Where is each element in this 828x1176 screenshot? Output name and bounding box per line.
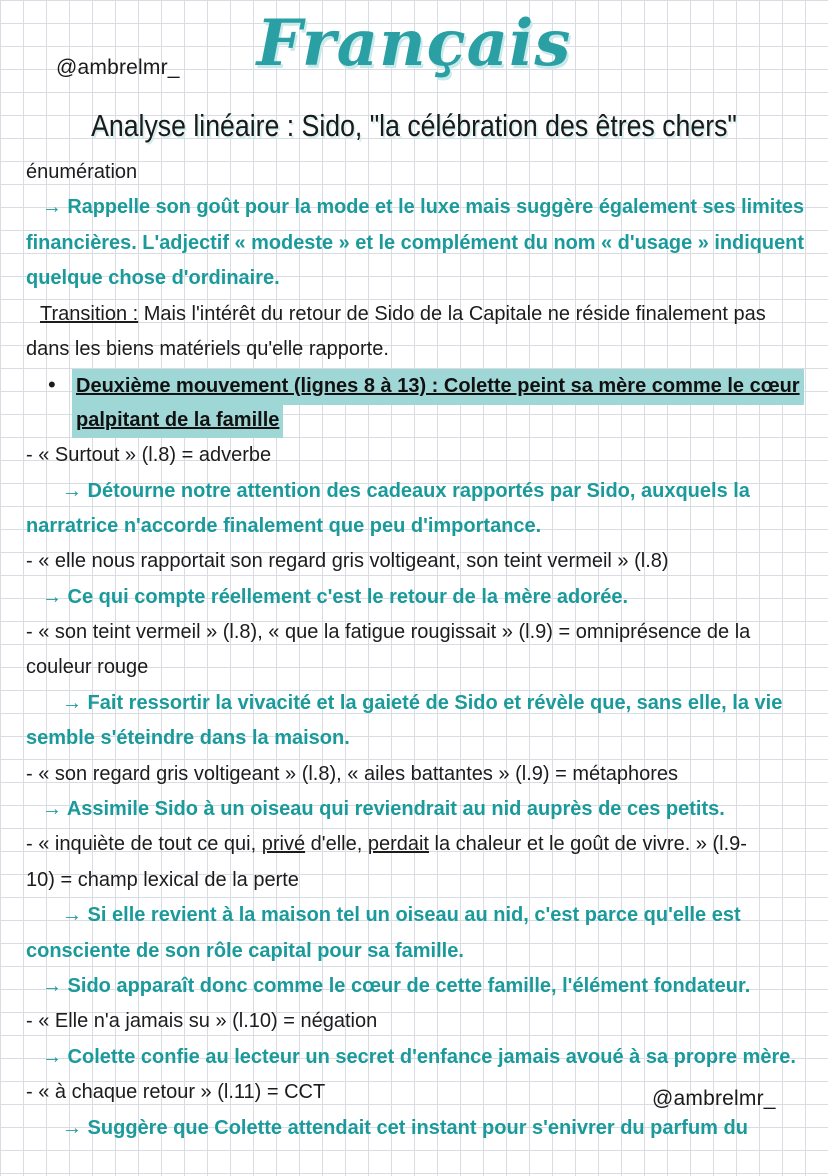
- note-line: - « à chaque retour » (l.11) = CCT: [26, 1081, 326, 1104]
- transition-label: Transition :: [40, 302, 139, 325]
- underlined-word: privé: [261, 833, 306, 856]
- note-line-arrow: → Sido apparaît donc comme le cœur de cette famille, l'élément fondateur.: [42, 974, 751, 997]
- page-subtitle: Analyse linéaire : Sido, "la célébration des êtres chers": [91, 108, 737, 143]
- underlined-word: perdait: [367, 833, 429, 856]
- note-line-arrow: → Suggère que Colette attendait cet instant pour s'enivrer du parfum du: [62, 1116, 748, 1139]
- note-line-arrow: → Ce qui compte réellement c'est le retour de la mère adorée.: [42, 585, 629, 608]
- note-line-underlined: - « inquiète de tout ce qui, privé d'elle, perdait la chaleur et le goût de vivre. » (l.9-: [26, 827, 804, 862]
- note-line: couleur rouge: [26, 656, 149, 679]
- note-line-arrow: → Fait ressortir la vivacité et la gaieté de Sido et révèle que, sans elle, la vie: [62, 691, 783, 714]
- note-line: - « Surtout » (l.8) = adverbe: [26, 444, 272, 467]
- author-handle-top: @ambrelmr_: [56, 56, 180, 79]
- note-line: narratrice n'accorde finalement que peu d'importance.: [26, 514, 542, 537]
- note-line-arrow: → Assimile Sido à un oiseau qui reviendrait au nid auprès de ces petits.: [42, 798, 725, 821]
- note-line: semble s'éteindre dans la maison.: [26, 727, 350, 750]
- note-line-arrow: → Colette confie au lecteur un secret d'enfance jamais avoué à sa propre mère.: [42, 1045, 796, 1068]
- note-line: consciente de son rôle capital pour sa famille.: [26, 939, 464, 962]
- note-line: - « son regard gris voltigeant » (l.8), « ailes battantes » (l.9) = métaphores: [26, 762, 679, 785]
- note-line-arrow: → Détourne notre attention des cadeaux rapportés par Sido, auxquels la: [62, 479, 750, 502]
- note-line: quelque chose d'ordinaire.: [26, 267, 280, 290]
- note-line: dans les biens matériels qu'elle rapporte.: [26, 337, 389, 360]
- note-line: - « son teint vermeil » (l.8), « que la fatigue rougissait » (l.9) = omniprésence de la: [26, 621, 751, 644]
- note-line: financières. L'adjectif « modeste » et le complément du nom « d'usage » indiquent: [26, 231, 804, 254]
- section-heading-cont: palpitant de la famille: [26, 403, 804, 438]
- bullet-icon: •: [48, 372, 56, 398]
- note-line-arrow: → Si elle revient à la maison tel un oiseau au nid, c'est parce qu'elle est: [62, 904, 741, 927]
- note-line: énumération: [26, 161, 138, 183]
- transition-line: Transition : Mais l'intérêt du retour de Sido de la Capitale ne réside finalement pas: [26, 297, 804, 332]
- page-title: Français: [256, 6, 572, 81]
- section-heading: • Deuxième mouvement (lignes 8 à 13) : Colette peint sa mère comme le cœur: [26, 367, 804, 402]
- note-line: 10) = champ lexical de la perte: [26, 868, 299, 891]
- note-line-arrow: → Rappelle son goût pour la mode et le luxe mais suggère également ses limites: [42, 196, 804, 219]
- notes-body: [26, 155, 804, 1146]
- note-line: - « Elle n'a jamais su » (l.10) = négation: [26, 1010, 378, 1033]
- author-handle-bottom: @ambrelmr_: [652, 1087, 776, 1110]
- note-line: - « elle nous rapportait son regard gris voltigeant, son teint vermeil » (l.8): [26, 550, 669, 573]
